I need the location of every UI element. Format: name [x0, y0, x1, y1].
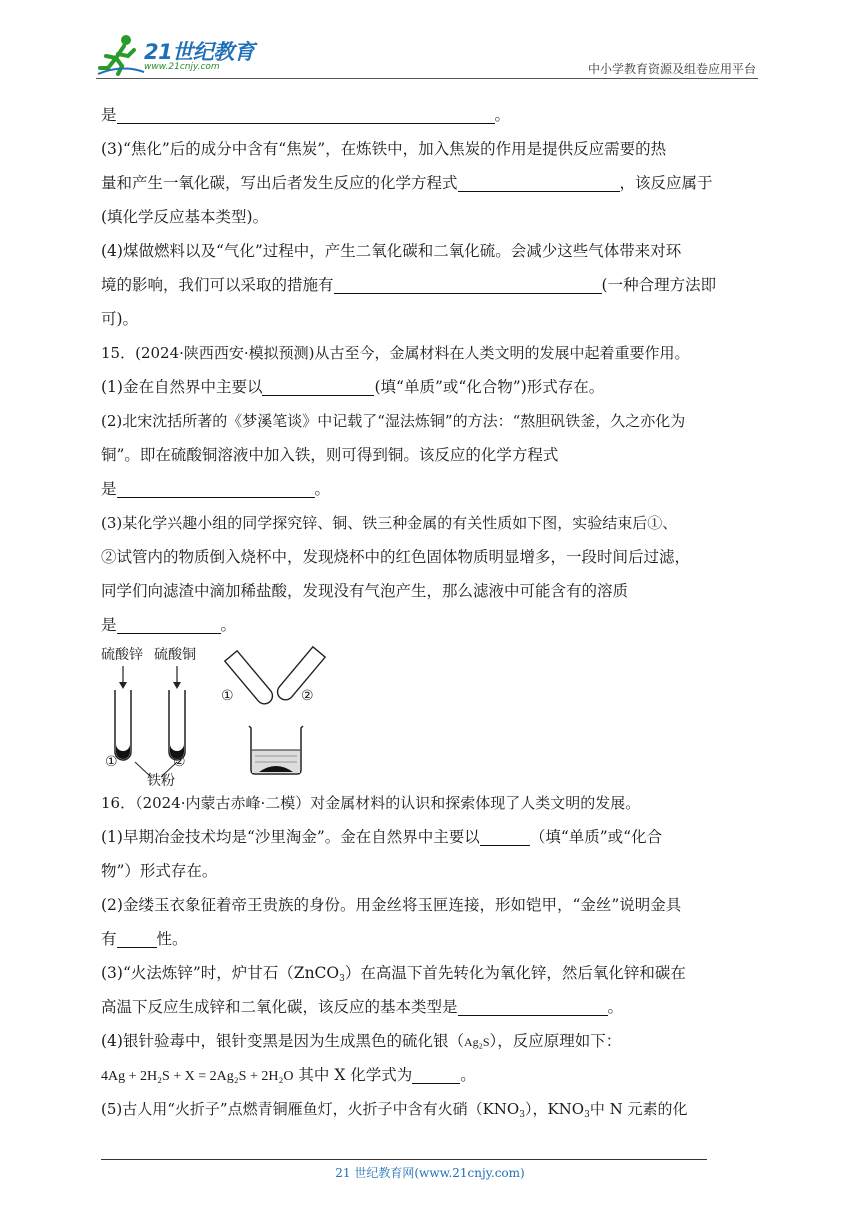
text-line: (3)“焦化”后的成分中含有“焦炭”，在炼铁中，加入焦炭的作用是提供反应需要的热	[101, 140, 667, 158]
text-line: 可)。	[101, 310, 139, 328]
answer-blank[interactable]	[117, 105, 495, 124]
text-line: 是 。	[101, 106, 511, 124]
footer-text: 21 世纪教育网(www.21cnjy.com)	[335, 1166, 525, 1180]
label-copper-sulfate: 硫酸铜	[154, 647, 196, 663]
experiment-diagram-icon	[101, 644, 341, 786]
logo-title: 21世纪教育	[144, 40, 255, 64]
answer-blank[interactable]	[117, 479, 315, 498]
label-pour-1: ①	[221, 688, 234, 704]
text-line: (3)某化学兴趣小组的同学探究锌、铜、铁三种金属的有关性质如下图，实验结束后①、	[101, 514, 678, 532]
answer-blank[interactable]	[117, 615, 221, 634]
answer-blank[interactable]	[480, 827, 530, 846]
label-iron-powder: 铁粉	[147, 773, 175, 789]
text-line: (1)金在自然界中主要以 (填“单质”或“化合物”)形式存在。	[101, 378, 605, 396]
experiment-figure	[101, 644, 761, 789]
answer-blank[interactable]	[458, 173, 620, 192]
runner-logo-icon	[96, 34, 146, 78]
platform-name: 中小学教育资源及组卷应用平台	[587, 62, 756, 76]
text-line: (5)古人用“火折子”点燃青铜雁鱼灯，火折子中含有火硝$(KNO_3)$，$KNO_3$中 N 元素的化	[101, 1100, 688, 1120]
logo-url: www.21cnjy.com	[144, 62, 220, 72]
answer-blank[interactable]	[262, 377, 374, 396]
text-line: (2)金缕玉衣象征着帝王贵族的身份。用金丝将玉匣连接，形如铠甲，“金丝”说明金具	[101, 896, 682, 914]
label-zinc-sulfate: 硫酸锌	[101, 647, 143, 663]
header-divider	[96, 78, 758, 79]
page-header	[96, 30, 758, 80]
answer-blank[interactable]	[412, 1065, 460, 1084]
text-line: 是 。	[101, 616, 237, 634]
text-line: 物”）形式存在。	[101, 862, 218, 880]
question-15-title: 15．(2024·陕西西安·模拟预测)从古至今，金属材料在人类文明的发展中起着重要作用。	[101, 344, 690, 362]
text-line: (4)煤做燃料以及“气化”过程中，产生二氧化碳和二氧化硫。会减少这些气体带来对环	[101, 242, 682, 260]
text-line: (1)早期冶金技术均是“沙里淘金”。金在自然界中主要以 （填“单质”或“化合	[101, 828, 663, 846]
text-line: (填化学反应基本类型)。	[101, 208, 269, 226]
text-line: (2)北宋沈括所著的《梦溪笔谈》中记载了“湿法炼铜”的方法：“熬胆矾铁釜，久之亦化为	[101, 412, 686, 430]
question-content	[101, 98, 761, 1126]
text-line: 是 。	[101, 480, 331, 498]
answer-blank[interactable]	[458, 997, 608, 1016]
text-line: 量和产生一氧化碳，写出后者发生反应的化学方程式 ，该反应属于	[101, 174, 713, 192]
label-pour-2: ②	[301, 688, 314, 704]
question-16-title: 16．（2024·内蒙古赤峰·二模）对金属材料的认识和探索体现了人类文明的发展。	[101, 794, 641, 812]
site-logo	[96, 34, 266, 78]
text-line: 铜”。即在硫酸铜溶液中加入铁，则可得到铜。该反应的化学方程式	[101, 446, 559, 464]
text-line: ②试管内的物质倒入烧杯中，发现烧杯中的红色固体物质明显增多，一段时间后过滤，	[101, 548, 691, 566]
answer-blank[interactable]	[117, 929, 157, 948]
text-line: (3)“火法炼锌”时，炉甘石（ZnCO$_3$）在高温下首先转化为氧化锌，然后氧化锌和碳在	[101, 964, 686, 984]
text-line: 境的影响，我们可以采取的措施有 (一种合理方法即	[101, 276, 717, 294]
label-tube-2: ②	[173, 754, 186, 770]
text-line: 有 性。	[101, 930, 188, 948]
text-line: 高温下反应生成锌和二氧化碳，该反应的基本类型是 。	[101, 998, 624, 1016]
text-line: 同学们向滤渣中滴加稀盐酸，发现没有气泡产生，那么滤液中可能含有的溶质	[101, 582, 629, 600]
answer-blank[interactable]	[334, 275, 602, 294]
text-line: (4)银针验毒中，银针变黑是因为生成黑色的硫化银（Ag₂S），反应原理如下：	[101, 1032, 622, 1050]
footer-divider	[101, 1159, 707, 1160]
label-tube-1: ①	[105, 754, 118, 770]
text-line: 4Ag + 2H₂S + X = 2Ag₂S + 2H₂O 其中 X 化学式为 。	[101, 1066, 476, 1084]
reaction-equation: 4Ag + 2H₂S + X = 2Ag₂S + 2H₂O	[101, 1069, 294, 1084]
